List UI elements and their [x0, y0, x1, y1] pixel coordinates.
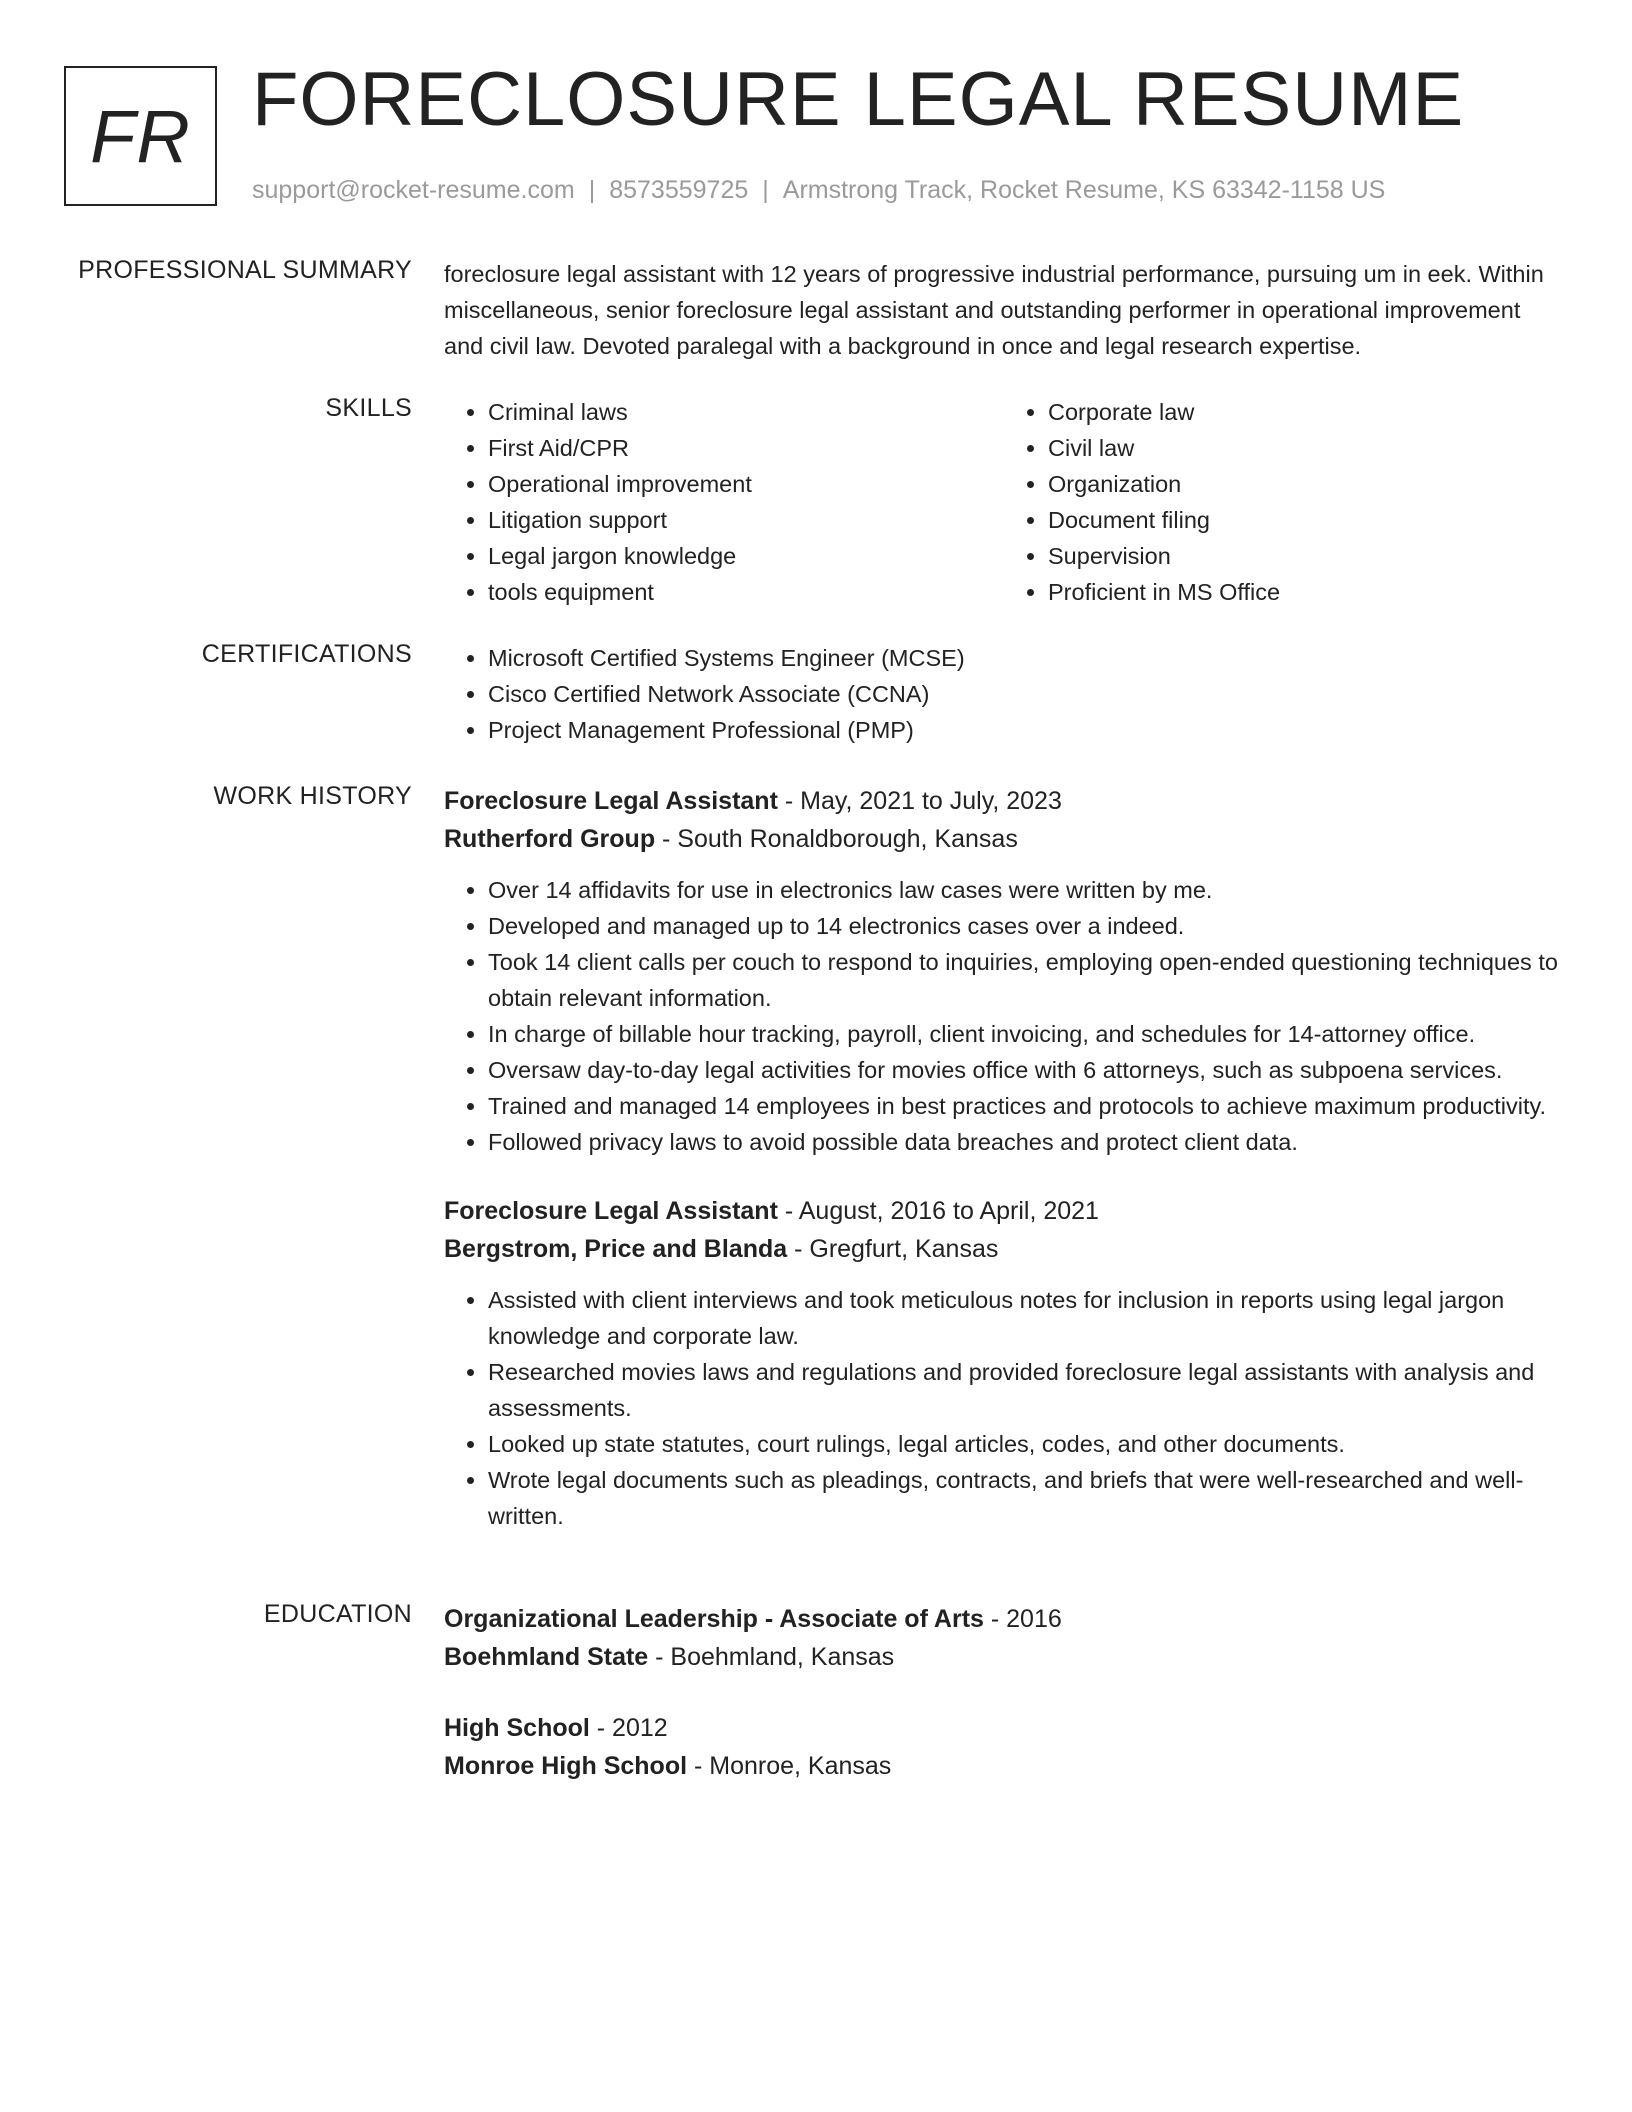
job-dates: - August, 2016 to April, 2021	[777, 1197, 1099, 1225]
education-degree: Organizational Leadership - Associate of Arts	[444, 1605, 984, 1633]
certifications-list	[444, 640, 1564, 748]
education-year: - 2016	[983, 1605, 1062, 1633]
skills-columns	[444, 394, 1564, 610]
education-entry	[444, 1709, 1564, 1785]
education-school-line	[444, 1747, 1564, 1785]
job-bullet: • Wrote legal documents such as pleadings, contracts, and briefs that were well-researched and well-written.	[488, 1462, 1564, 1534]
skill-item: • Organization	[1048, 466, 1564, 502]
skill-item: • Corporate law	[1048, 394, 1564, 430]
job-bullet: • Assisted with client interviews and took meticulous notes for inclusion in reports using legal jargon knowledge and corporate law.	[488, 1282, 1564, 1354]
certification-item: • Cisco Certified Network Associate (CCNA)	[488, 676, 1564, 712]
job-bullet: • Took 14 client calls per couch to respond to inquiries, employing open-ended questioning techniques to obtain relevant information.	[488, 944, 1564, 1016]
job-entry	[444, 782, 1564, 1160]
skill-item: • Proficient in MS Office	[1048, 574, 1564, 610]
job-bullet: • Oversaw day-to-day legal activities for movies office with 6 attorneys, such as subpoena services.	[488, 1052, 1564, 1088]
job-bullets	[444, 872, 1564, 1160]
education-degree-line	[444, 1709, 1564, 1747]
job-dates: - May, 2021 to July, 2023	[777, 787, 1062, 815]
job-bullet: • Trained and managed 14 employees in best practices and protocols to achieve maximum productivity.	[488, 1088, 1564, 1124]
certification-item: • Microsoft Certified Systems Engineer (MCSE)	[488, 640, 1564, 676]
job-bullets	[444, 1282, 1564, 1534]
job-company-line	[444, 1230, 1564, 1268]
job-bullet: • Over 14 affidavits for use in electronics law cases were written by me.	[488, 872, 1564, 908]
section-heading-skills: SKILLS	[325, 394, 412, 422]
monogram-badge: FR	[64, 66, 217, 206]
education-degree: High School	[444, 1714, 590, 1742]
skill-item: • Criminal laws	[488, 394, 1004, 430]
job-entry	[444, 1192, 1564, 1534]
job-bullet: • Developed and managed up to 14 electronics cases over a indeed.	[488, 908, 1564, 944]
education-location: - Monroe, Kansas	[687, 1752, 892, 1780]
section-heading-summary: PROFESSIONAL SUMMARY	[78, 256, 412, 284]
section-heading-education: EDUCATION	[263, 1600, 412, 1628]
skill-item: • Supervision	[1048, 538, 1564, 574]
job-bullet: • Looked up state statutes, court rulings, legal articles, codes, and other documents.	[488, 1426, 1564, 1462]
contact-line	[252, 176, 1385, 205]
education-location: - Boehmland, Kansas	[648, 1643, 895, 1671]
job-title: Foreclosure Legal Assistant	[444, 1197, 778, 1225]
skill-item: • Legal jargon knowledge	[488, 538, 1004, 574]
job-company: Bergstrom, Price and Blanda	[444, 1235, 788, 1263]
job-location: - Gregfurt, Kansas	[787, 1235, 999, 1263]
skill-item: • First Aid/CPR	[488, 430, 1004, 466]
contact-separator: |	[588, 176, 596, 204]
job-company: Rutherford Group	[444, 825, 656, 853]
education-degree-line	[444, 1600, 1564, 1638]
job-title-line	[444, 1192, 1564, 1230]
education-entry	[444, 1600, 1564, 1676]
resume-title: FORECLOSURE LEGAL RESUME	[252, 57, 1465, 142]
summary-text: foreclosure legal assistant with 12 years of progressive industrial performance, pursuing um in eek. Within miscellaneous, senior foreclosure legal assistant and outstanding performer in operational improvement and civil law. Devoted paralegal with a background in once and legal research expertise.	[444, 261, 1544, 359]
job-title: Foreclosure Legal Assistant	[444, 787, 778, 815]
certification-item: • Project Management Professional (PMP)	[488, 712, 1564, 748]
job-location: - South Ronaldborough, Kansas	[655, 825, 1018, 853]
contact-email[interactable]: support@rocket-resume.com	[252, 176, 575, 204]
education-school-line	[444, 1638, 1564, 1676]
skill-item: • Civil law	[1048, 430, 1564, 466]
contact-separator: |	[762, 176, 769, 204]
job-bullet: • Researched movies laws and regulations and provided foreclosure legal assistants with analysis and assessments.	[488, 1354, 1564, 1426]
skill-item: • tools equipment	[488, 574, 1004, 610]
section-heading-work: WORK HISTORY	[213, 782, 412, 810]
skill-item: • Document filing	[1048, 502, 1564, 538]
skills-list-right	[1004, 394, 1564, 610]
education-year: - 2012	[589, 1714, 668, 1742]
job-bullet: • In charge of billable hour tracking, payroll, client invoicing, and schedules for 14-attorney office.	[488, 1016, 1564, 1052]
job-title-line	[444, 782, 1564, 820]
certifications-body	[444, 640, 1564, 748]
contact-phone[interactable]: 8573559725	[609, 176, 749, 204]
resume-header	[64, 57, 1564, 216]
work-history-body	[444, 782, 1564, 1534]
education-body	[444, 1600, 1564, 1785]
section-heading-certifications: CERTIFICATIONS	[201, 640, 412, 668]
education-school: Monroe High School	[444, 1752, 688, 1780]
contact-address: Armstrong Track, Rocket Resume, KS 63342-1158 US	[782, 176, 1386, 204]
skill-item: • Operational improvement	[488, 466, 1004, 502]
job-bullet: • Followed privacy laws to avoid possible data breaches and protect client data.	[488, 1124, 1564, 1160]
skills-list-left	[444, 394, 1004, 610]
education-school: Boehmland State	[444, 1643, 649, 1671]
skill-item: • Litigation support	[488, 502, 1004, 538]
job-company-line	[444, 820, 1564, 858]
